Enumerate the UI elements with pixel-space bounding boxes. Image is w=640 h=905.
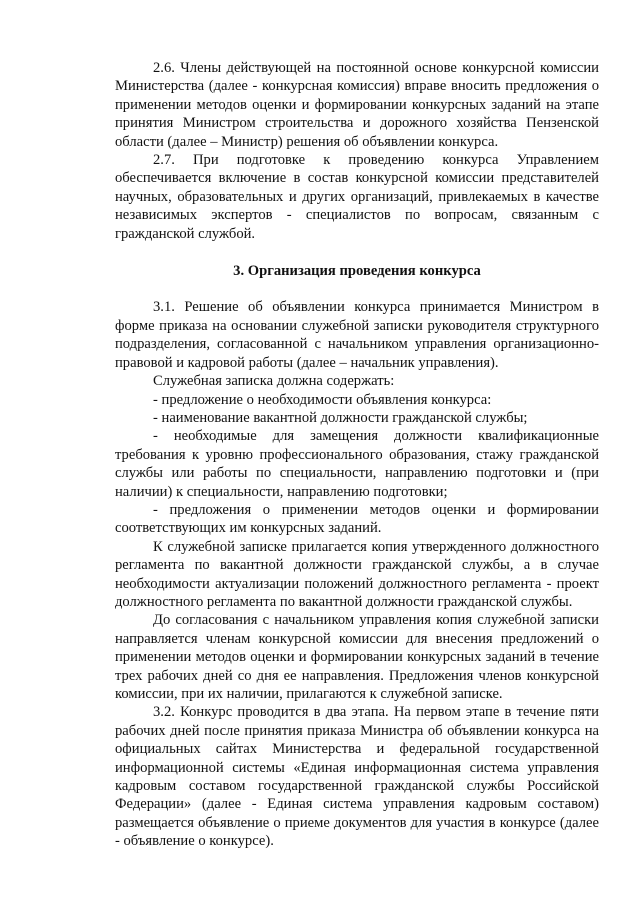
paragraph-attachment: К служебной записке прилагается копия утвержденного должностного регламента по вакантной должности гражданской службы, а в случае необходимости актуализации положений должностного регламента - проект должностного регламента по вакантной должности гражданской службы. bbox=[115, 538, 599, 610]
document-page bbox=[115, 59, 599, 851]
section-3-heading: 3. Организация проведения конкурса bbox=[233, 263, 481, 280]
memo-item-2: - наименование вакантной должности гражданской службы; bbox=[153, 409, 528, 426]
memo-intro: Служебная записка должна содержать: bbox=[153, 373, 395, 390]
paragraph-3-1: 3.1. Решение об объявлении конкурса принимается Министром в форме приказа на основании служебной записки руководителя структурного подразделения, согласованной с начальником управления организационно-правовой и кадровой работы (далее – начальник управления). bbox=[115, 299, 599, 371]
memo-item-4: - предложения о применении методов оценки и формировании соответствующих им конкурсных заданий. bbox=[115, 501, 599, 537]
paragraph-2-7: 2.7. При подготовке к проведению конкурса Управлением обеспечивается включение в состав конкурсной комиссии представителей научных, образовательных и других организаций, привлекаемых в качестве независимых экспертов - специалистов по вопросам, связанным с гражданской службой. bbox=[115, 152, 599, 242]
memo-item-3: - необходимые для замещения должности квалификационные требования к уровню профессионального образования, стажу гражданской службы или работы по специальности, направлению подготовки и (при наличии) к специальности, направлению подготовки; bbox=[115, 428, 599, 500]
paragraph-2-6: 2.6. Члены действующей на постоянной основе конкурсной комиссии Министерства (далее - конкурсная комиссия) вправе вносить предложения о применении методов оценки и формировании конкурсных заданий на этапе принятия Министром строительства и дорожного хозяйства Пензенской области (далее – Министр) решения об объявлении конкурса. bbox=[115, 60, 599, 150]
memo-item-1: - предложение о необходимости объявления конкурса: bbox=[153, 391, 492, 408]
paragraph-agreement: До согласования с начальником управления копия служебной записки направляется членам конкурсной комиссии для внесения предложений о применении методов оценки и формировании конкурсных заданий в течение трех рабочих дней со дня ее направления. Предложения членов конкурсной комиссии, при их наличии, прилагаются к служебной записке. bbox=[115, 612, 599, 702]
paragraph-3-2: 3.2. Конкурс проводится в два этапа. На первом этапе в течение пяти рабочих дней после принятия приказа Министра об объявлении конкурса на официальных сайтах Министерства и федеральной государственной информационной системы «Единая информационная система управления кадровым составом государственной гражданской службы Российской Федерации» (далее - Единая система управления кадровым составом) размещается объявление о приеме документов для участия в конкурсе (далее - объявление о конкурсе). bbox=[115, 704, 599, 850]
